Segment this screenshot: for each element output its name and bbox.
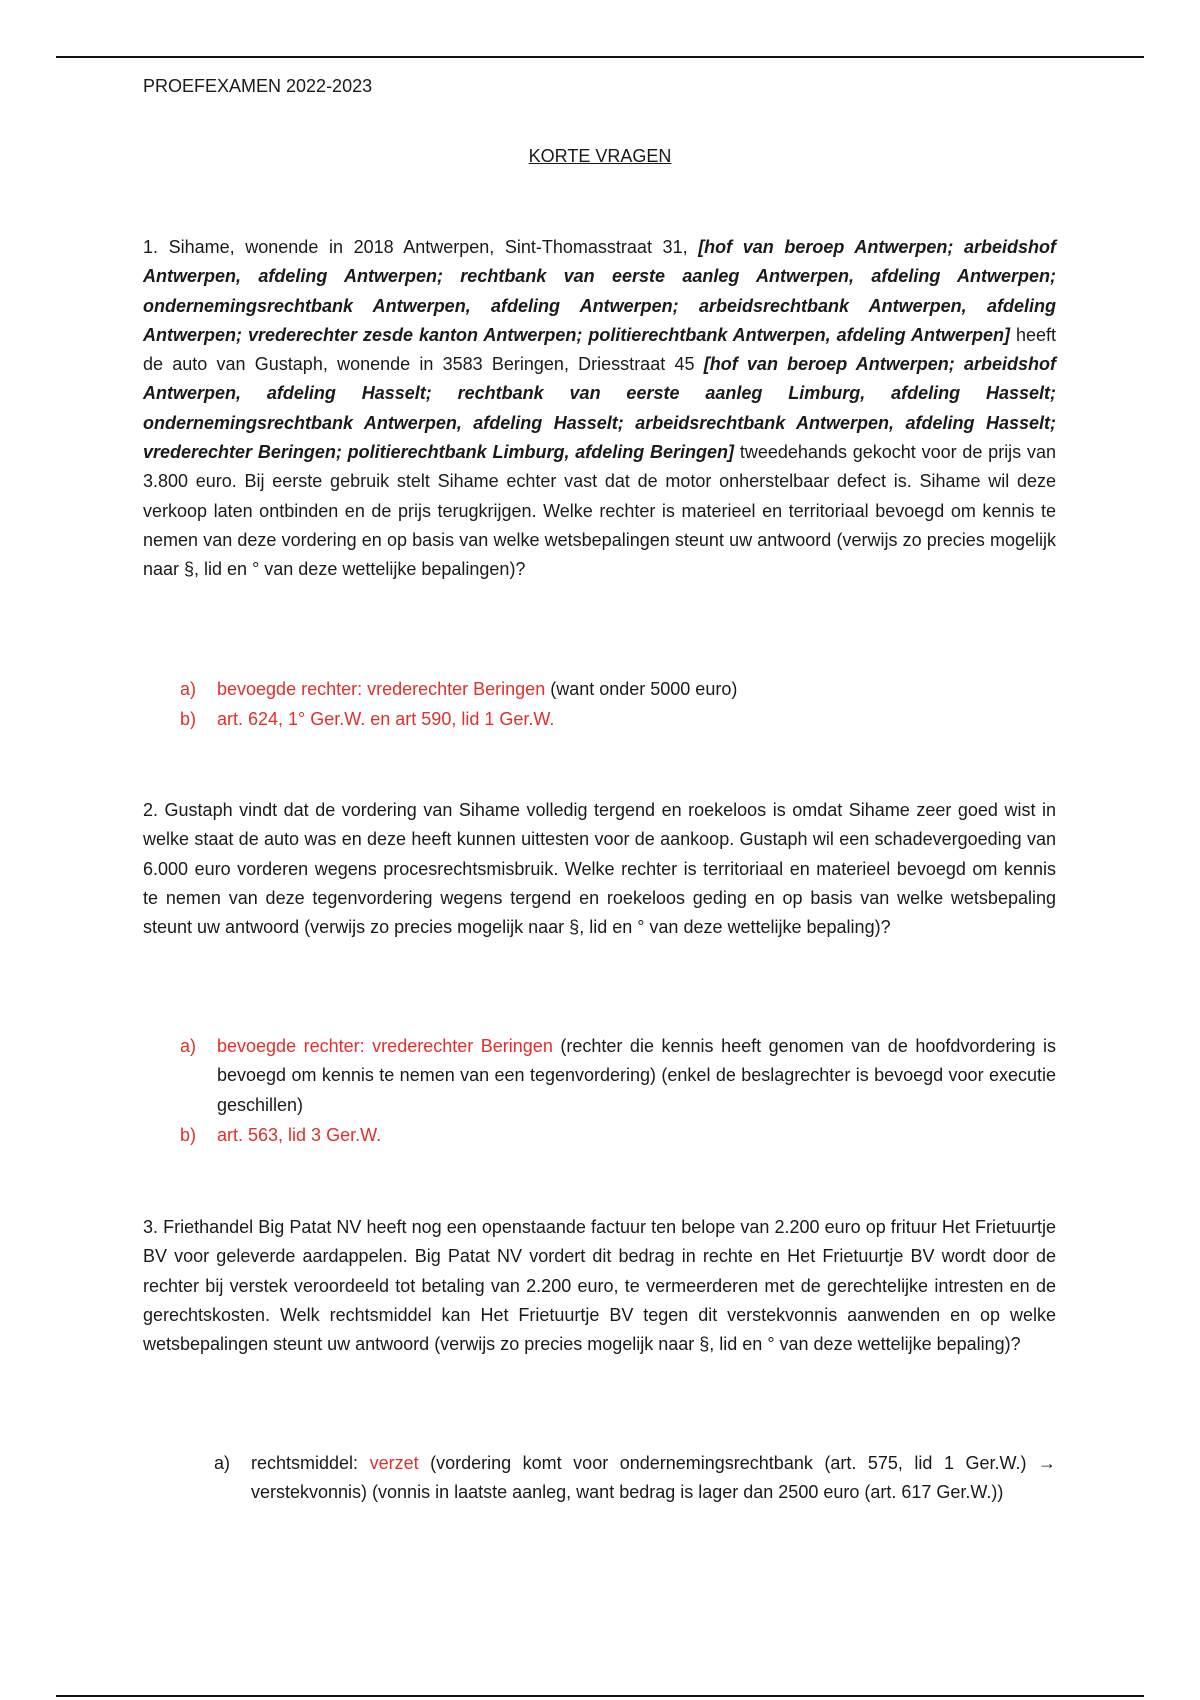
- q3-answer-a-prefix: rechtsmiddel:: [251, 1453, 370, 1473]
- q1-answer-b: [180, 705, 810, 735]
- q1-answer-a-court: bevoegde rechter: vrederechter Beringen: [217, 679, 546, 699]
- q3-answer-a-label: a): [214, 1453, 231, 1473]
- bottom-rule: [56, 1695, 1144, 1697]
- q3-answer-a-remedy: verzet: [369, 1453, 419, 1473]
- q2-answer-a-reason: (rechter die kennis heeft genomen van de hoofdvordering is bevoegd om kennis te nemen van een tegenvordering) (enkel de beslagrechter is bevoegd voor executie geschillen): [217, 1036, 1056, 1115]
- q1-text-part3: tweedehands gekocht voor de prijs van 3.800 euro. Bij eerste gebruik stelt Sihame echter vast dat de motor onherstelbaar defect is. Sihame wil deze verkoop laten ontbinden en de prijs terugkrijgen. Welke rechter is materieel en territoriaal bevoegd om kennis te nemen van deze vordering en op basis van welke wetsbepalingen steunt uw antwoord (verwijs zo precies mogelijk naar §, lid en ° van deze wettelijke bepalingen)?: [143, 442, 1056, 580]
- q1-text-part1: 1. Sihame, wonende in 2018 Antwerpen, Sint-Thomasstraat 31,: [143, 237, 699, 257]
- q2-answer-a-court: bevoegde rechter: vrederechter Beringen: [217, 1036, 553, 1056]
- q2-answer-b-label: b): [180, 1125, 197, 1145]
- q1-answer-a-reason: (want onder 5000 euro): [545, 679, 738, 699]
- q1-answer-b-articles: art. 624, 1° Ger.W. en art 590, lid 1 Ger.W.: [217, 709, 555, 729]
- question-1: [143, 233, 1056, 585]
- arrow-right-icon: →: [1038, 1453, 1056, 1473]
- q1-answer-b-label: b): [180, 709, 197, 729]
- page-title: KORTE VRAGEN: [528, 146, 672, 166]
- q1-courts-gustaph: [hof van beroep Antwerpen; arbeidshof Antwerpen, afdeling Hasselt; rechtbank van eerste aanleg Limburg, afdeling Hasselt; ondernemingsrechtbank Antwerpen, afdeling Hasselt; arbeidsrechtbank Antwerpen, afdeling Hasselt; vrederechter Beringen; politierechtbank Limburg, afdeling Beringen]: [143, 354, 1057, 463]
- q3-answer-a-explanation: (vordering komt voor ondernemingsrechtbank (art. 575, lid 1 Ger.W.): [418, 1453, 1038, 1473]
- q1-text-part2: heeft de auto van Gustaph, wonende in 3583 Beringen, Driesstraat 45: [143, 324, 1056, 375]
- q3-answer-a-conclusion: verstekvonnis) (vonnis in laatste aanleg, want bedrag is lager dan 2500 euro (art. 617 Ger.W.)): [251, 1482, 1004, 1503]
- q1-answer-a: [180, 675, 810, 705]
- q2-answer-b: [180, 1121, 580, 1151]
- question-2: 2. Gustaph vindt dat de vordering van Sihame volledig tergend en roekeloos is omdat Sihame zeer goed wist in welke staat de auto was en deze heeft kunnen uittesten voor de aankoop. Gustaph wil een schadevergoeding van 6.000 euro vorderen wegens procesrechtsmisbruik. Welke rechter is territoriaal en materieel bevoegd om kennis te nemen van deze tegenvordering wegens tergend en roekeloos geding en op basis van welke wetsbepaling steunt uw antwoord (verwijs zo precies mogelijk naar §, lid en ° van deze wettelijke bepaling)?: [143, 800, 1056, 938]
- q3-answer-a: [214, 1449, 1056, 1544]
- q1-answer-a-label: a): [180, 679, 197, 699]
- q1-courts-sihame: [hof van beroep Antwerpen; arbeidshof Antwerpen, afdeling Antwerpen; rechtbank van eerste aanleg Antwerpen, afdeling Antwerpen; ondernemingsrechtbank Antwerpen, afdeling Antwerpen; arbeidsrechtbank Antwerpen, afdeling Antwerpen; vrederechter zesde kanton Antwerpen; politierechtbank Antwerpen, afdeling Antwerpen]: [143, 237, 1056, 345]
- top-rule: [56, 56, 1144, 58]
- question-3: 3. Friethandel Big Patat NV heeft nog een openstaande factuur ten belope van 2.200 euro op frituur Het Frietuurtje BV voor geleverde aardappelen. Big Patat NV vordert dit bedrag in rechte en Het Frietuurtje BV wordt door de rechter bij verstek veroordeeld tot betaling van 2.200 euro, te vermeerderen met de gerechtelijke intresten en de gerechtskosten. Welk rechtsmiddel kan Het Frietuurtje BV tegen dit verstekvonnis aanwenden en op welke wetsbepalingen steunt uw antwoord (verwijs zo precies mogelijk naar §, lid en ° van deze wettelijke bepaling)?: [143, 1217, 1056, 1355]
- q2-answer-b-article: art. 563, lid 3 Ger.W.: [217, 1125, 382, 1145]
- document-header: PROEFEXAMEN 2022-2023: [143, 76, 373, 96]
- q2-answer-a: [180, 1032, 1056, 1127]
- q2-answer-a-label: a): [180, 1036, 197, 1056]
